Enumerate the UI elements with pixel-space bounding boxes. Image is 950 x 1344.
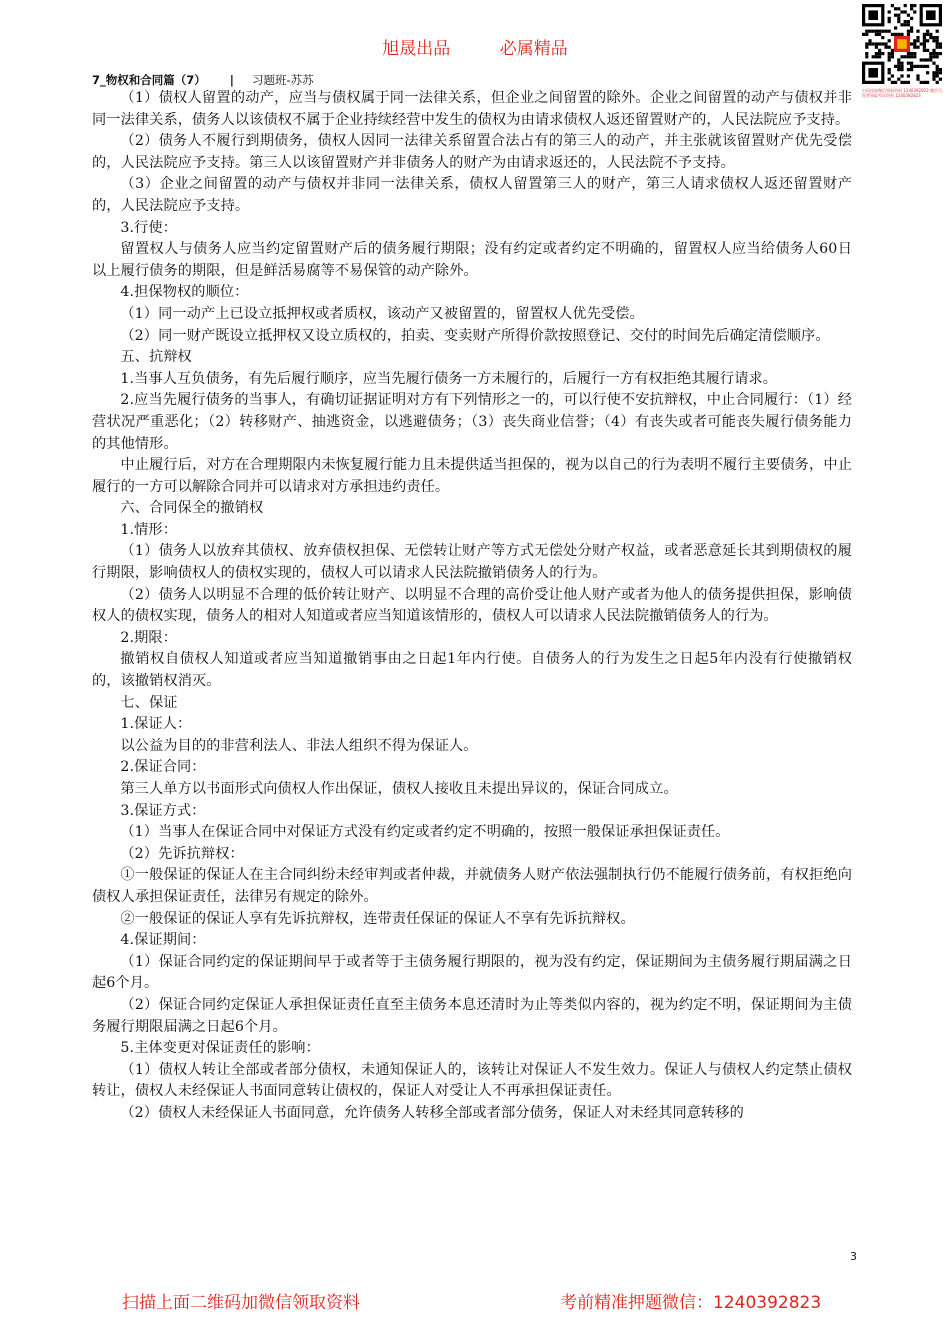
paragraph: （1）保证合同约定的保证期间早于或者等于主债务履行期限的，视为没有约定，保证期间为主债务履行期届满之日起6个月。 — [92, 953, 852, 992]
paragraph: （2）保证合同约定保证人承担保证责任直至主债务本息还清时为止等类似内容的，视为约定不明，保证期间为主债务履行期限届满之日起6个月。 — [92, 996, 852, 1035]
paragraph: （2）债务人以明显不合理的低价转让财产、以明显不合理的高价受让他人财产或者为他人的债务提供担保，影响债权人的债权实现，债务人的相对人知道或者应当知道该情形的，债权人可以请求人民法院撤销债务人的行为。 — [92, 586, 852, 625]
paragraph: （1）债权人留置的动产，应当与债权属于同一法律关系，但企业之间留置的除外。企业之间留置的动产与债权并非同一法律关系，债务人以该债权不属于企业持续经营中发生的债权为由请求债权人返还留置财产的，人民法院应予支持。 — [92, 90, 852, 128]
paragraph: 3.行使： — [120, 219, 177, 236]
paragraph: （2）先诉抗辩权： — [120, 845, 244, 862]
paragraph: 2.应当先履行债务的当事人，有确切证据证明对方有下列情形之一的，可以行使不安抗辩权，中止合同履行：（1）经营状况严重恶化；（2）转移财产、抽逃资金，以逃避债务；（3）丧失商业信誉；（4）有丧失或者可能丧失履行债务能力的其他情形。 — [92, 392, 852, 452]
paragraph: （1）同一动产上已设立抵押权或者质权，该动产又被留置的，留置权人优先受偿。 — [120, 305, 644, 322]
paragraph: 5.主体变更对保证责任的影响： — [120, 1040, 320, 1057]
page-header — [92, 72, 314, 88]
footer-right-text: 考前精准押题微信：1240392823 — [560, 1293, 822, 1313]
paragraph: （1）债务人以放弃其债权、放弃债权担保、无偿转让财产等方式无偿处分财产权益，或者恶意延长其到期债权的履行期限，影响债权人的债权实现的，债权人可以请求人民法院撤销债务人的行为。 — [92, 543, 852, 582]
paragraph: 六、合同保全的撤销权 — [120, 500, 264, 517]
paragraph: 1.保证人： — [120, 716, 192, 733]
brand-right: 必属精品 — [499, 39, 568, 59]
paragraph: 撤销权自债权人知道或者应当知道撤销事由之日起1年内行使。自债务人的行为发生之日起5年内没有行使撤销权的，该撤销权消灭。 — [92, 651, 852, 690]
paragraph: 3.保证方式： — [120, 802, 206, 819]
paragraph: （3）企业之间留置的动产与债权并非同一法律关系，债权人留置第三人的财产，第三人请求债权人返还留置财产的，人民法院应予支持。 — [92, 176, 852, 214]
brand-banner — [0, 34, 950, 59]
document-body — [92, 88, 852, 1125]
brand-left: 旭晟出品 — [382, 39, 451, 59]
qr-caption: 扫码添加微信领取资料 1240392823 微信号,免费领取考试资料 1240392823 — [862, 88, 944, 98]
paragraph: 4.担保物权的顺位： — [120, 284, 249, 301]
page-number: 3 — [850, 1250, 857, 1263]
paragraph: 1.情形： — [120, 521, 177, 538]
header-title: 7_物权和合同篇（7） — [92, 73, 206, 87]
header-separator: | — [229, 73, 234, 87]
paragraph: （2）债权人未经保证人书面同意，允许债务人转移全部或者部分债务，保证人对未经其同意转移的 — [120, 1104, 744, 1121]
paragraph: 以公益为目的的非营利法人、非法人组织不得为保证人。 — [120, 737, 478, 754]
paragraph: 五、抗辩权 — [120, 349, 192, 366]
paragraph: 2.保证合同： — [120, 759, 206, 776]
paragraph: （2）同一财产既设立抵押权又设立质权的，拍卖、变卖财产所得价款按照登记、交付的时间先后确定清偿顺序。 — [120, 327, 830, 344]
qr-code-icon[interactable] — [862, 4, 942, 84]
paragraph: （1）债权人转让全部或者部分债权，未通知保证人的，该转让对保证人不发生效力。保证人与债权人约定禁止债权转让，债权人未经保证人书面同意转让债权的，保证人对受让人不再承担保证责任。 — [92, 1061, 852, 1100]
paragraph: 2.期限： — [120, 629, 177, 646]
paragraph: 七、保证 — [120, 694, 178, 711]
header-subtitle: 习题班-苏苏 — [252, 73, 314, 87]
footer-left-text: 扫描上面二维码加微信领取资料 — [122, 1293, 360, 1313]
paragraph: 4.保证期间： — [120, 932, 206, 949]
paragraph: ②一般保证的保证人享有先诉抗辩权，连带责任保证的保证人不享有先诉抗辩权。 — [120, 910, 635, 927]
paragraph: （2）债务人不履行到期债务，债权人因同一法律关系留置合法占有的第三人的动产，并主张就该留置财产优先受偿的，人民法院应予支持。第三人以该留置财产并非债务人的财产为由请求返还的，人民法院不予支持。 — [92, 133, 852, 171]
paragraph: ①一般保证的保证人在主合同纠纷未经审判或者仲裁，并就债务人财产依法强制执行仍不能履行债务前，有权拒绝向债权人承担保证责任，法律另有规定的除外。 — [92, 867, 852, 905]
paragraph: 1.当事人互负债务，有先后履行顺序，应当先履行债务一方未履行的，后履行一方有权拒绝其履行请求。 — [120, 370, 778, 387]
paragraph: 留置权人与债务人应当约定留置财产后的债务履行期限；没有约定或者约定不明确的，留置权人应当给债务人60日以上履行债务的期限，但是鲜活易腐等不易保管的动产除外。 — [92, 241, 852, 279]
paragraph: 中止履行后，对方在合理期限内未恢复履行能力且未提供适当担保的，视为以自己的行为表明不履行主要债务，中止履行的一方可以解除合同并可以请求对方承担违约责任。 — [92, 457, 852, 495]
paragraph: （1）当事人在保证合同中对保证方式没有约定或者约定不明确的，按照一般保证承担保证责任。 — [120, 824, 730, 841]
paragraph: 第三人单方以书面形式向债权人作出保证，债权人接收且未提出异议的，保证合同成立。 — [120, 781, 678, 797]
